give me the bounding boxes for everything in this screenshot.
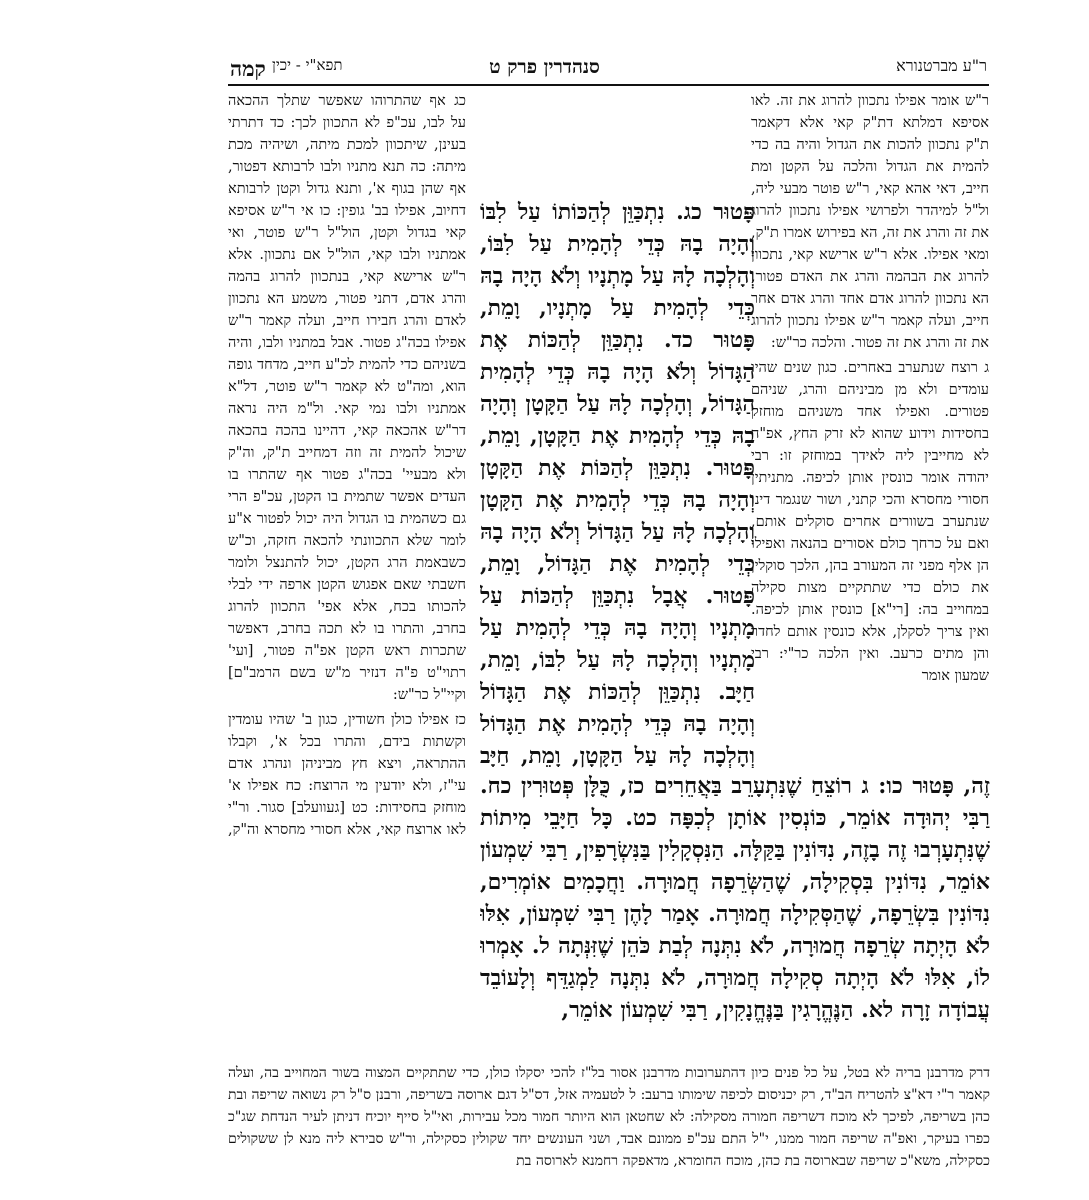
left-commentary-column: [228, 90, 466, 836]
right-commentary-paragraph: ר"ש אומר אפילו נתכוון להרוג את זה. לאו אסיפא דמלתא דת"ק קאי אלא דקאמר ת"ק נתכוון להכות את הגדול והיה בה כדי להמית את הגדול והלכה על הקטן ומת חייב, דאי אהא קאי, ר"ש פוטר מבעי ליה, ול"ל למיהדר ולפרושי אפילו נתכוון להרוג את זה והרג את זה, הא בפירוש אמרו ת"ק, ומאי אפילו. אלא ר"ש ארישא קאי, נתכוון להרוג את הבהמה והרג את האדם פטור, הא נתכוון להרוג אדם אחד והרג אדם אחר חייב, ועלה קאמר ר"ש אפילו נתכוון להרוג את זה והרג את זה פטור. והלכה כר"ש:: [751, 93, 989, 351]
header-commentary-name: ר"ע מברטנורא: [896, 56, 987, 75]
header-range: תפא"י - יכין: [272, 56, 343, 74]
left-commentary-paragraph: כג אף שהתרוהו שאפשר שתלך ההכאה על לבו, עכ"פ לא התכוון לכך: כד דתרתי בעינן, שיתכוון למכת מיתה, ושיהיה מכת מיתה: כה תנא מתניו ולבו לרבותא דפטור, אף שהן בגוף א', ותנא גדול וקטן לרבותא דחיוב, אפילו בב' גופין: כו אי ר"ש אסיפא קאי בגדול וקטן, הול"ל ר"ש פוטר, ואי אמתניו ולבו קאי, הול"ל אם נתכוון. אלא ר"ש ארישא קאי, בנתכוון להרוג בהמה והרג אדם, דתני פטור, משמע הא נתכוון לאדם והרג חבירו חייב, ועלה קאמר ר"ש אפילו בכה"ג פטור. אבל במתניו ולבו, והיה בשניהם כדי להמית לכ"ע חייב, מדחד גופה הוא, ומה"ט לא קאמר ר"ש פוטר, דל"א אמתניו ולבו נמי קאי. ול"מ היה נראה דר"ש אהכאה קאי, דהיינו בהכה בהכאה שיכול להמית זה וזה דמחייב ת"ק, וה"ק ולא מבעיי' בכה"ג פטור אף שהתרו בו העדים אפשר שתמית בו הקטן, עכ"פ הרי גם כשהמית בו הגדול היה יכול לפטור א"ע לומר שלא התכוונתי להכאה חזקה, וכ"ש כשבאמת הרג הקטן, יכול להתנצל ולומר חשבתי שאם אפגוש הקטן ארפה ידי לבלי להכותו בכח, אלא אפי' התכוון להרוג בחרב, והתרו בו לא תכה בחרב, דאפשר שתכרות ראש הקטן אפ"ה פטור, [ועי' רתוי"ט פ"ה דנזיר מ"ש בשם הרמב"ם] וקיי"ל כר"ש:: [228, 93, 466, 703]
left-commentary-paragraph: כז אפילו כולן חשודין, כגון ב' שהיו עומדין וקשתות בידם, והתרו בכל א', וקבלו ההתראה, ויצא חץ מביניהן ונהרג אדם עי"ז, ולא יודעין מי הרוצח: כח אפילו א' מוחזק בחסידות: כט [געוועלב] סגור. ור"י לאו ארוצח קאי, אלא חסורי מחסרא וה"ק,: [228, 712, 466, 836]
mishnah-text-wide: זֶה, פָּטוּר כו: ג רוֹצֵחַ שֶׁנִּתְעָרֵב בַּאֲחֵרִים כז, כֻּלָּן פְּטוּרִין כח. רַבִּי יְהוּדָה אוֹמֵר, כּוֹנְסִין אוֹתָן לְכִפָּה כט. כָּל חַיָּבֵי מִיתוֹת שֶׁנִּתְעָרְבוּ זֶה בָזֶה, נִדּוֹנִין בַּקַּלָּה. הַנִּסְקָלִין בַּנִּשְׂרָפִין, רַבִּי שִׁמְעוֹן אוֹמֵר, נִדּוֹנִין בִּסְקִילָה, שֶׁהַשְּׂרֵפָה חֲמוּרָה. וַחֲכָמִים אוֹמְרִים, נִדּוֹנִין בִּשְׂרֵפָה, שֶׁהַסְּקִילָה חֲמוּרָה. אָמַר לָהֶן רַבִּי שִׁמְעוֹן, אִלּוּ לֹא הָיְתָה שְׂרֵפָה חֲמוּרָה, לֹא נִתְּנָה לְבַת כֹּהֵן שֶׁזִּנְּתָה ל. אָמְרוּ לוֹ, אִלּוּ לֹא הָיְתָה סְקִילָה חֲמוּרָה, לֹא נִתְּנָה לַמְגַדֵּף וְלָעוֹבֵד עֲבוֹדָה זָרָה לא. הַנֶּהֱרָגִין בַּנֶּחֱנָקִין, רַבִּי שִׁמְעוֹן אוֹמֵר,: [480, 773, 990, 1023]
header-tractate-chapter: סנהדרין פרק ט: [489, 56, 600, 78]
header-rule: [228, 84, 989, 86]
mishnah-text-middle: פָּטוּר כג. נִתְכַּוֵּן לְהַכּוֹתוֹ עַל לִבּוֹ וְהָיָה בָהּ כְּדֵי לְהָמִית עַל לִבּוֹ, וְהָלְכָה לָהּ עַל מָתְנָיו וְלֹא הָיָה בָהּ כְּדֵי לְהָמִית עַל מָתְנָיו, וָמֵת, פָּטוּר כד. נִתְכַּוֵּן לְהַכּוֹת אֶת הַגָּדוֹל וְלֹא הָיָה בָהּ כְּדֵי לְהָמִית הַגָּדוֹל, וְהָלְכָה לָהּ עַל הַקָּטָן וְהָיָה בָהּ כְּדֵי לְהָמִית אֶת הַקָּטָן, וָמֵת, פָּטוּר. נִתְכַּוֵּן לְהַכּוֹת אֶת הַקָּטָן וְהָיָה בָהּ כְּדֵי לְהָמִית אֶת הַקָּטָן וְהָלְכָה לָהּ עַל הַגָּדוֹל וְלֹא הָיָה בָהּ כְּדֵי לְהָמִית אֶת הַגָּדוֹל, וָמֵת, פָּטוּר. אֲבָל נִתְכַּוֵּן לְהַכּוֹת עַל מָתְנָיו וְהָיָה בָהּ כְּדֵי לְהָמִית עַל מָתְנָיו וְהָלְכָה לָהּ עַל לִבּוֹ, וָמֵת, חַיָּב. נִתְכַּוֵּן לְהַכּוֹת אֶת הַגָּדוֹל וְהָיָה בָהּ כְּדֵי לְהָמִית אֶת הַגָּדוֹל וְהָלְכָה לָהּ עַל הַקָּטָן, וָמֵת, חַיָּב: [480, 199, 755, 768]
page-number: קמה: [230, 56, 266, 81]
right-commentary-column: [751, 90, 989, 768]
right-commentary-paragraph: ג רוצח שנתערב באחרים. כגון שנים שהיו עומדים ולא מן מביניהם והרג, שניהם פטורים. ואפילו אחד משניהם מוחזק בחסידות וידוע שהוא לא זרק החץ, אפ"ה לא מחייבין ליה לאידך במוחזק זו: רבי יהודה אומר כונסין אותן לכיפה. מתניתין חסורי מחסרא והכי קתני, ושור שנגמר דינו שנתערב בשוורים אחרים סוקלים אותם, ואם על כרחך כולם אסורים בהנאה ואפילו הן אלף מפני זה המעורב בהן, הלכך סוקלין את כולם כדי שתתקיים מצות סקילה במחוייב בה: [רי"א] כונסין אותן לכיפה. ואין צריך לסקלן, אלא כונסין אותם לחדר והן מתים כרעב. ואין הלכה כר"י: רבי שמעון אומר: [751, 360, 989, 684]
footer-commentary: דרק מדרבנן בריה לא בטל, על כל פנים כיון דהתערובות מדרבנן אסור בל"ז להכי יסקלו כולן, כדי שתתקיים המצוה בשור המחוייב בה, ועלה קאמר ר"י דא"צ להטריח הב"ד, רק יכניסום לכיפה שימותו ברעב: ל לטעמיה אזל, דס"ל דגם ארוסה בשריפה, ורבנן ס"ל רק נשואה שריפה ובת כהן בשריפה, לפיכך לא מוכח דשריפה חמורה מסקילה: לא שחטאן הוא היותר חמור מכל עבירות, ואי"ל סייף יוכיח דניתן לעיר הנדחת שג"כ כפרו בעיקר, ואפ"ה שריפה חמור ממנו, י"ל התם עכ"פ ממונם אבד, ושני העונשים יחד שקולין כסקילה, ור"ש סבירא ליה מנא לן ששקולים כסקילה, משא"כ שריפה שבארוסה בת כהן, מוכח החומרא, מדאפקה רחמנא לארוסה בת: [228, 1065, 990, 1169]
